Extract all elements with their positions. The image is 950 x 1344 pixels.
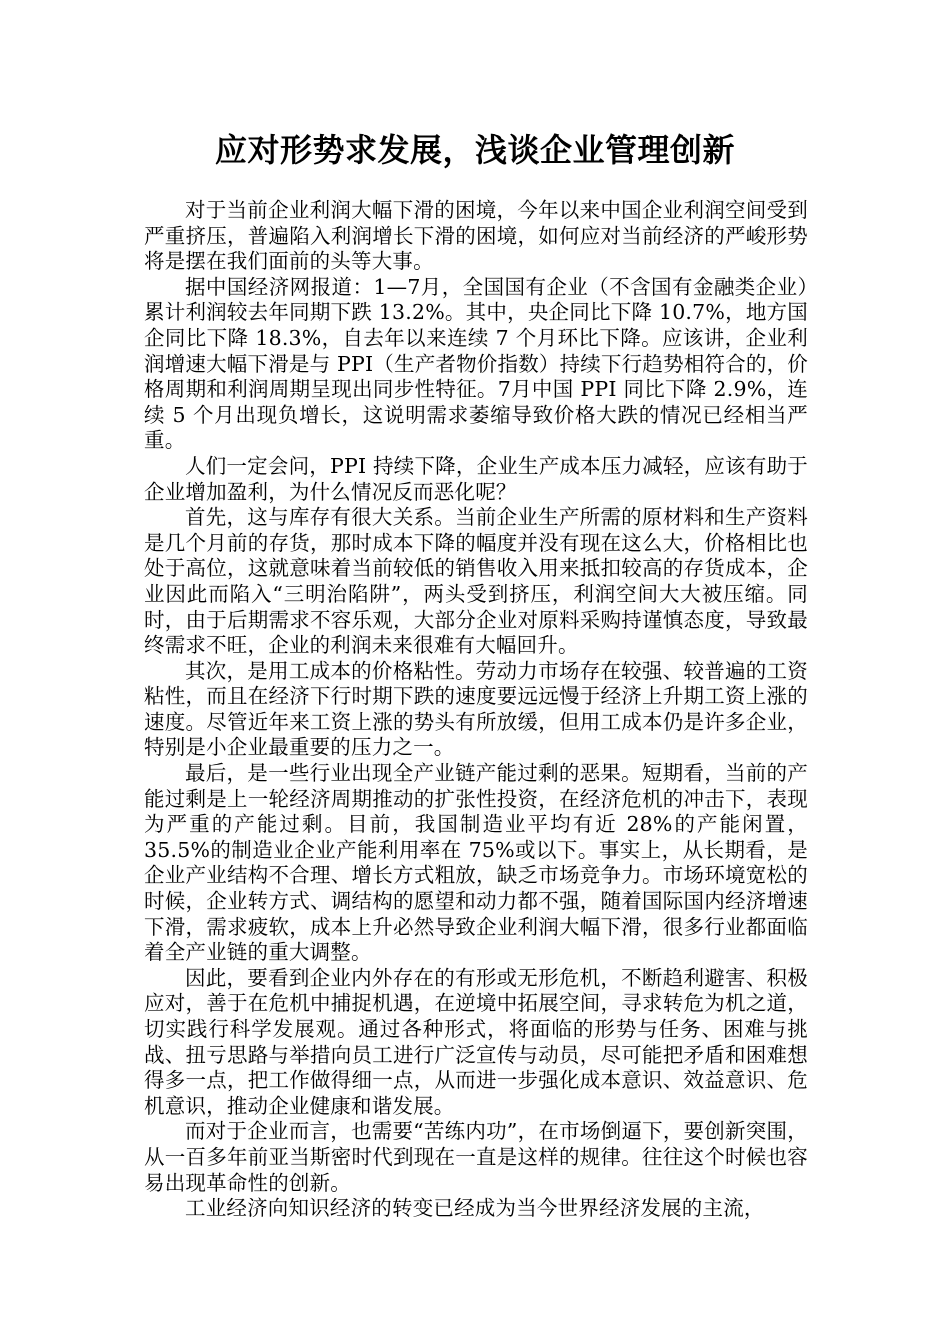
paragraph-innovation: 而对于企业而言，也需要“苦练内功”，在市场倒逼下，要创新突围，从一百多年前亚当斯密时代到现在一直是这样的规律。往往这个时候也容易出现革命性的创新。 (144, 1119, 808, 1195)
paragraph-first-reason: 首先，这与库存有很大关系。当前企业生产所需的原材料和生产资料是几个月前的存货，那时成本下降的幅度并没有现在这么大，价格相比也处于高位，这就意味着当前较低的销售收入用来抵扣较高的存货成本，企业因此而陷入“三明治陷阱”，两头受到挤压，利润空间大大被压缩。同时，由于后期需求不容乐观，大部分企业对原料采购持谨慎态度，导致最终需求不旺，企业的利润未来很难有大幅回升。 (144, 505, 808, 658)
paragraph-intro: 对于当前企业利润大幅下滑的困境，今年以来中国企业利润空间受到严重挤压，普遍陷入利润增长下滑的困境，如何应对当前经济的严峻形势将是摆在我们面前的头等大事。 (144, 198, 808, 274)
paragraph-response: 因此，要看到企业内外存在的有形或无形危机，不断趋利避害、积极应对，善于在危机中捕捉机遇，在逆境中拓展空间，寻求转危为机之道，切实践行科学发展观。通过各种形式，将面临的形势与任务、困难与挑战、扭亏思路与举措向员工进行广泛宣传与动员，尽可能把矛盾和困难想得多一点，把工作做得细一点，从而进一步强化成本意识、效益意识、危机意识，推动企业健康和谐发展。 (144, 965, 808, 1118)
paragraph-knowledge-economy: 工业经济向知识经济的转变已经成为当今世界经济发展的主流， (185, 1196, 765, 1221)
paragraph-report: 据中国经济网报道：1—7月，全国国有企业（不含国有金融类企业）累计利润较去年同期下跌 13.2%。其中，央企同比下降 10.7%，地方国企同比下降 18.3%，自去年以来连续 7 个月环比下降。应该讲，企业利润增速大幅下滑是与 PPI（生产者物价指数）持续下行趋势相符合的，价格周期和利润周期呈现出同步性特征。7月中国 PPI 同比下降 2.9%，连续 5 个月出现负增长，这说明需求萎缩导致价格大跌的情况已经相当严重。 (144, 274, 808, 453)
document-body (144, 198, 808, 1222)
paragraph-second-reason: 其次，是用工成本的价格粘性。劳动力市场存在较强、较普遍的工资粘性，而且在经济下行时期下跌的速度要远远慢于经济上升期工资上涨的速度。尽管近年来工资上涨的势头有所放缓，但用工成本仍是许多企业，特别是小企业最重要的压力之一。 (144, 658, 808, 760)
document-title: 应对形势求发展，浅谈企业管理创新 (214, 131, 735, 169)
paragraph-third-reason: 最后，是一些行业出现全产业链产能过剩的恶果。短期看，当前的产能过剩是上一轮经济周期推动的扩张性投资，在经济危机的冲击下，表现为严重的产能过剩。目前，我国制造业平均有近 28%的产能闲置，35.5%的制造业企业产能利用率在 75%或以下。事实上，从长期看，是企业产业结构不合理、增长方式粗放，缺乏市场竞争力。市场环境宽松的时候，企业转方式、调结构的愿望和动力都不强，随着国际国内经济增速下滑，需求疲软，成本上升必然导致企业利润大幅下滑，很多行业都面临着全产业链的重大调整。 (144, 761, 808, 965)
paragraph-question: 人们一定会问，PPI 持续下降，企业生产成本压力减轻，应该有助于企业增加盈利，为什么情况反而恶化呢？ (144, 453, 808, 504)
